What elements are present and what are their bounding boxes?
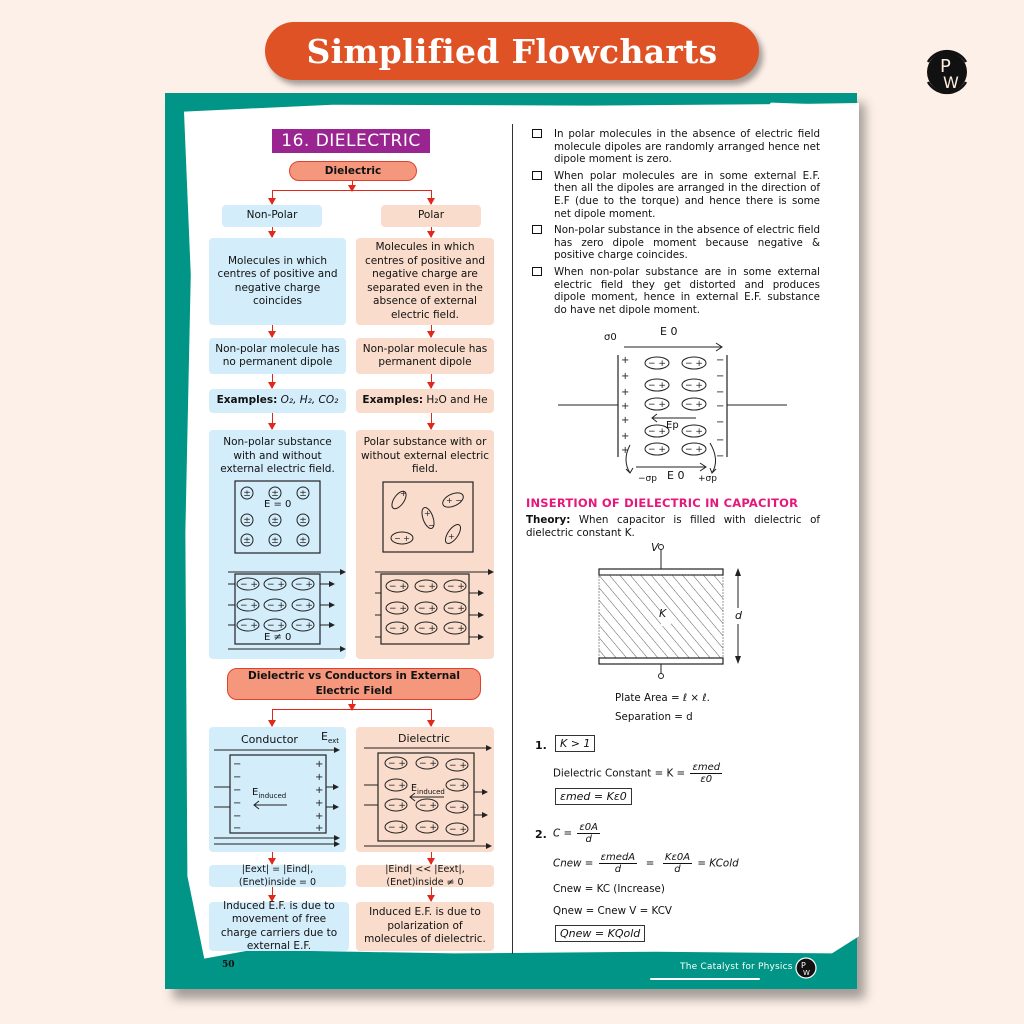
external-field-label: $E_{ext}$ bbox=[321, 730, 340, 746]
svg-text:− +: − + bbox=[240, 601, 258, 611]
pw-logo-icon bbox=[922, 44, 972, 100]
svg-text:− +: − + bbox=[685, 381, 703, 391]
cnew-formula: Cnew = $\frac{\text{εmedA}}{d}$ = $\frac{K\varepsilon 0A}{d}$ = KCold bbox=[553, 852, 739, 875]
plus-sigma-p-label: +σp bbox=[698, 474, 717, 484]
svg-text:− +: − + bbox=[267, 621, 285, 631]
svg-text:±: ± bbox=[271, 536, 279, 546]
examples-value: H₂O and He bbox=[426, 394, 488, 407]
sigma0-label: σ0 bbox=[604, 332, 617, 343]
svg-text:±: ± bbox=[299, 516, 307, 526]
flow-arrow bbox=[431, 413, 432, 429]
banner-title: Simplified Flowcharts bbox=[306, 31, 718, 71]
flow-connector bbox=[272, 709, 432, 710]
polar-molecule-diagram bbox=[356, 478, 494, 658]
capacitance-formula: C = $\frac{\varepsilon 0A}{d}$ bbox=[553, 822, 598, 845]
svg-text:− +: − + bbox=[240, 580, 258, 590]
svg-text:+: + bbox=[621, 401, 630, 412]
cnew-fraction-2: $\frac{K\varepsilon 0A}{d}$ bbox=[664, 852, 691, 875]
svg-text:− +: − + bbox=[389, 624, 407, 634]
svg-text:−: − bbox=[233, 772, 242, 783]
bullet-item: In polar molecules in the absence of electric field molecule dipoles are randomly arranged hence net dipole moment is zero. bbox=[532, 128, 820, 166]
svg-text:−: − bbox=[233, 798, 242, 809]
svg-text:W: W bbox=[803, 969, 810, 977]
svg-text:− +: − + bbox=[418, 624, 436, 634]
svg-text:−: − bbox=[716, 371, 725, 382]
bullet-item: When polar molecules are in some external E.F. then all the dipoles are arranged in the direction of E.F (due to the torque) and hence there is some net dipole moment. bbox=[532, 170, 820, 220]
svg-text:− +: − + bbox=[394, 534, 410, 543]
svg-text:− +: − + bbox=[419, 801, 437, 811]
section-heading: INSERTION OF DIELECTRIC IN CAPACITOR bbox=[526, 496, 799, 510]
svg-text:− +: − + bbox=[449, 781, 467, 791]
checkbox-bullet-icon bbox=[532, 171, 542, 180]
svg-text:±: ± bbox=[299, 536, 307, 546]
polar-definition: Molecules in which centres of positive and negative charge are separated even in the absence of external electric field. bbox=[356, 238, 494, 325]
polar-title: Polar bbox=[381, 205, 481, 227]
bullet-list bbox=[532, 128, 820, 320]
svg-text:+: + bbox=[424, 509, 431, 518]
flow-arrow bbox=[272, 190, 273, 204]
point-2-number: 2. bbox=[535, 828, 547, 841]
separation-text: Separation = d bbox=[615, 711, 693, 723]
svg-text:+: + bbox=[315, 811, 324, 822]
svg-text:−: − bbox=[233, 823, 242, 834]
svg-text:− +: − + bbox=[389, 604, 407, 614]
E0-top-label: E 0 bbox=[660, 325, 678, 338]
svg-text:− +: − + bbox=[648, 427, 666, 437]
svg-text:−: − bbox=[716, 451, 725, 462]
k-greater-than-one-box: K > 1 bbox=[555, 735, 595, 752]
voltage-label: V bbox=[651, 541, 659, 554]
nonpolar-title: Non-Polar bbox=[222, 205, 322, 227]
svg-text:−: − bbox=[233, 811, 242, 822]
flow-arrow bbox=[431, 325, 432, 337]
nonpolar-definition: Molecules in which centres of positive and negative charge coincides bbox=[209, 238, 346, 325]
flow-arrow bbox=[272, 413, 273, 429]
dielectric-K-label: K bbox=[659, 607, 667, 620]
field-zero-label: E = 0 bbox=[264, 499, 292, 510]
svg-text:−: − bbox=[233, 785, 242, 796]
flow-root-dielectric-vs-conductors: Dielectric vs Conductors in External Electric Field bbox=[227, 668, 481, 700]
polar-dipole: Non-polar molecule has permanent dipole bbox=[356, 338, 494, 374]
conductor-relation: |Eext| = |Eind|, (Enet)inside = 0 bbox=[209, 865, 346, 887]
decorative-swoosh bbox=[650, 978, 760, 980]
flow-connector bbox=[272, 190, 432, 191]
eps-ratio-fraction: $\frac{\text{εmed}}{\varepsilon 0}$ bbox=[692, 762, 721, 785]
svg-text:−: − bbox=[428, 521, 435, 530]
separation-d-label: d bbox=[735, 609, 742, 622]
svg-text:− +: − + bbox=[648, 400, 666, 410]
dielectric-title: Dielectric bbox=[398, 732, 451, 745]
svg-text:− +: − + bbox=[388, 781, 406, 791]
svg-text:− +: − + bbox=[295, 621, 313, 631]
svg-text:±: ± bbox=[243, 489, 251, 499]
theory-text: Theory: When capacitor is filled with dielectric of dielectric constant K. bbox=[526, 514, 821, 539]
svg-text:− +: − + bbox=[267, 601, 285, 611]
polar-substance-text: Polar substance with or without external electric field. bbox=[360, 436, 490, 475]
svg-text:− +: − + bbox=[295, 601, 313, 611]
svg-text:+: + bbox=[448, 532, 455, 541]
svg-text:− +: − + bbox=[419, 823, 437, 833]
minus-sigma-p-label: −σp bbox=[638, 474, 657, 484]
svg-text:− +: − + bbox=[449, 761, 467, 771]
svg-text:− +: − + bbox=[685, 400, 703, 410]
dielectric-induced-label: $E_{induced}$ bbox=[411, 783, 445, 796]
svg-text:− +: − + bbox=[685, 359, 703, 369]
flow-arrow bbox=[272, 709, 273, 726]
polar-examples bbox=[356, 389, 494, 413]
svg-text:+: + bbox=[621, 445, 630, 456]
dielectric-constant-formula: Dielectric Constant = K = $\frac{\text{εmed}}{\varepsilon 0}$ bbox=[553, 762, 721, 785]
svg-text:−: − bbox=[716, 355, 725, 366]
page-banner bbox=[265, 22, 759, 80]
polarized-capacitor-diagram bbox=[550, 325, 800, 485]
flow-arrow bbox=[431, 374, 432, 388]
flow-arrow bbox=[272, 227, 273, 237]
field-nonzero-label: E ≠ 0 bbox=[264, 632, 292, 643]
bullet-item: Non-polar substance in the absence of electric field has zero dipole moment because negative & positive charge coincides. bbox=[532, 224, 820, 262]
svg-text:+: + bbox=[315, 798, 324, 809]
cnew-fraction-1: $\frac{\text{εmedA}}{d}$ bbox=[600, 852, 636, 875]
svg-text:− +: − + bbox=[388, 759, 406, 769]
svg-text:−: − bbox=[716, 417, 725, 428]
svg-text:P: P bbox=[940, 56, 951, 77]
svg-text:+: + bbox=[621, 415, 630, 426]
checkbox-bullet-icon bbox=[532, 267, 542, 276]
svg-text:− +: − + bbox=[449, 825, 467, 835]
svg-text:− +: − + bbox=[648, 359, 666, 369]
svg-text:− +: − + bbox=[418, 604, 436, 614]
svg-text:− +: − + bbox=[418, 582, 436, 592]
nonpolar-dipole: Non-polar molecule has no permanent dipole bbox=[209, 338, 346, 374]
svg-text:+: + bbox=[400, 489, 407, 498]
svg-text:− +: − + bbox=[449, 803, 467, 813]
chapter-title: 16. DIELECTRIC bbox=[272, 129, 430, 153]
E0-bottom-label: E 0 bbox=[667, 469, 685, 482]
svg-text:±: ± bbox=[271, 516, 279, 526]
conductor-explanation: Induced E.F. is due to movement of free charge carriers due to external E.F. bbox=[209, 902, 349, 951]
svg-text:±: ± bbox=[243, 536, 251, 546]
bullet-item: When non-polar substance are in some external electric field they get distorted and produces dipole moment, hence in external E.F. substance do have net dipole moment. bbox=[532, 266, 820, 316]
nonpolar-substance-text: Non-polar substance with and without external electric field. bbox=[220, 436, 335, 475]
svg-text:− +: − + bbox=[447, 624, 465, 634]
svg-text:− +: − + bbox=[648, 445, 666, 455]
page-number: 50 bbox=[222, 960, 235, 970]
dielectric-relation: |Eind| << |Eext|, (Enet)inside ≠ 0 bbox=[356, 865, 494, 887]
qnew-formula-box: Qnew = KQold bbox=[555, 925, 645, 942]
svg-text:− +: − + bbox=[685, 445, 703, 455]
svg-text:−: − bbox=[716, 435, 725, 446]
point-1-number: 1. bbox=[535, 739, 547, 752]
conductor-title: Conductor bbox=[241, 733, 298, 746]
flow-arrow bbox=[272, 374, 273, 388]
flow-arrow bbox=[431, 709, 432, 726]
svg-text:+: + bbox=[315, 823, 324, 834]
pw-footer-logo-icon bbox=[795, 957, 817, 979]
svg-text:−: − bbox=[233, 759, 242, 770]
svg-text:+: + bbox=[621, 431, 630, 442]
examples-label: Examples: bbox=[362, 394, 424, 407]
svg-text:+: + bbox=[315, 759, 324, 770]
svg-text:− +: − + bbox=[419, 759, 437, 769]
examples-value: O₂, H₂, CO₂ bbox=[280, 394, 339, 407]
plate-area-text: Plate Area = ℓ × ℓ. bbox=[615, 692, 710, 704]
svg-text:− +: − + bbox=[447, 582, 465, 592]
Ep-label: Ep bbox=[666, 420, 679, 431]
svg-text:− +: − + bbox=[295, 580, 313, 590]
flow-arrow bbox=[431, 190, 432, 204]
svg-text:+: + bbox=[621, 371, 630, 382]
svg-text:±: ± bbox=[299, 489, 307, 499]
dielectric-capacitor-diagram bbox=[590, 540, 750, 680]
checkbox-bullet-icon bbox=[532, 225, 542, 234]
nonpolar-examples bbox=[209, 389, 346, 413]
svg-text:− +: − + bbox=[447, 604, 465, 614]
flow-arrow bbox=[272, 325, 273, 337]
flow-arrow bbox=[431, 887, 432, 901]
flow-arrow bbox=[431, 227, 432, 237]
svg-text:−: − bbox=[716, 387, 725, 398]
svg-text:W: W bbox=[943, 73, 959, 92]
examples-label: Examples: bbox=[216, 394, 278, 407]
svg-text:+: + bbox=[315, 785, 324, 796]
conductor-induced-label: $E_{induced}$ bbox=[252, 787, 287, 800]
eps-med-formula-box: εmed = Kε0 bbox=[555, 788, 632, 805]
svg-text:− +: − + bbox=[267, 580, 285, 590]
column-divider bbox=[512, 124, 513, 954]
svg-text:− +: − + bbox=[388, 823, 406, 833]
svg-text:− +: − + bbox=[685, 427, 703, 437]
dielectric-explanation: Induced E.F. is due to polarization of molecules of dielectric. bbox=[356, 902, 494, 951]
flow-root-dielectric: Dielectric bbox=[289, 161, 417, 181]
svg-text:− +: − + bbox=[648, 381, 666, 391]
svg-text:−: − bbox=[716, 401, 725, 412]
svg-text:− +: − + bbox=[389, 582, 407, 592]
svg-text:+: + bbox=[621, 387, 630, 398]
svg-text:±: ± bbox=[271, 489, 279, 499]
svg-text:− +: − + bbox=[240, 621, 258, 631]
cnew-increase-text: Cnew = KC (Increase) bbox=[553, 883, 665, 895]
svg-text:±: ± bbox=[243, 516, 251, 526]
qnew-text: Qnew = Cnew V = KCV bbox=[553, 905, 672, 917]
svg-text:+ −: + − bbox=[446, 496, 462, 505]
footer-tagline: The Catalyst for Physics bbox=[680, 962, 793, 972]
svg-text:+: + bbox=[315, 772, 324, 783]
svg-text:+: + bbox=[621, 355, 630, 366]
checkbox-bullet-icon bbox=[532, 129, 542, 138]
svg-text:P: P bbox=[801, 961, 806, 970]
c-fraction: $\frac{\varepsilon 0A}{d}$ bbox=[579, 822, 598, 845]
svg-text:− +: − + bbox=[388, 801, 406, 811]
